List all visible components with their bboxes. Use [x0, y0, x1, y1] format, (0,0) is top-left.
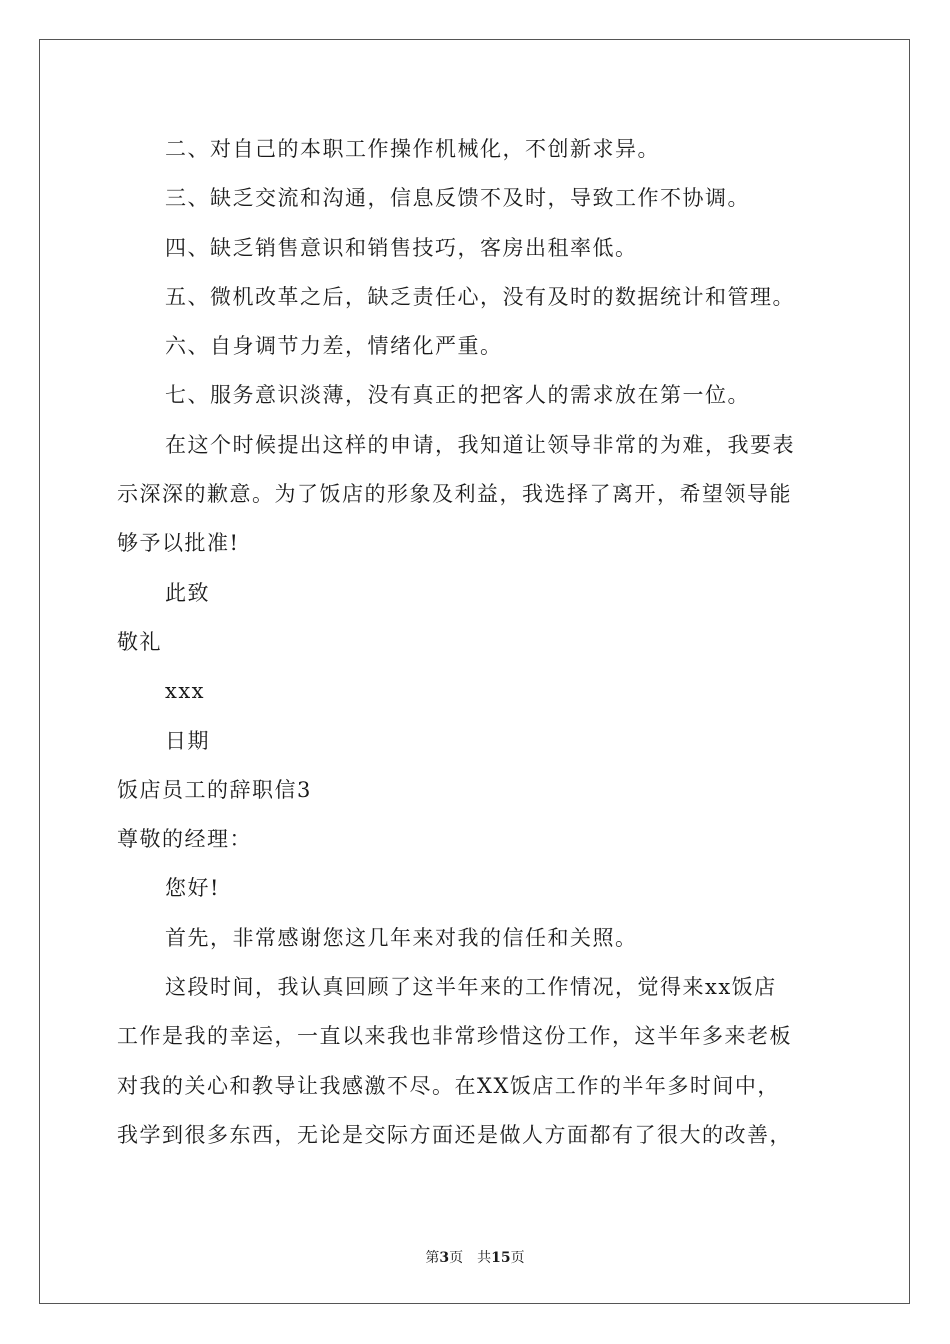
- footer-total-suffix: 页: [510, 1250, 525, 1266]
- text-line: 饭店员工的辞职信3: [117, 777, 312, 802]
- footer-page-total: 15: [491, 1250, 511, 1266]
- text-line: 我学到很多东西，无论是交际方面还是做人方面都有了很大的改善，: [117, 1122, 792, 1147]
- text-line: 示深深的歉意。为了饭店的形象及利益，我选择了离开，希望领导能: [117, 482, 792, 507]
- text-line: xxx: [165, 679, 206, 704]
- text-line: 您好!: [165, 876, 220, 901]
- text-line: 尊敬的经理：: [117, 827, 252, 852]
- text-line: 七、服务意识淡薄，没有真正的把客人的需求放在第一位。: [165, 383, 750, 408]
- text-line: 此致: [165, 580, 210, 605]
- footer-page-suffix: 页: [449, 1250, 464, 1266]
- text-line: 四、缺乏销售意识和销售技巧，客房出租率低。: [165, 235, 638, 260]
- text-line: 三、缺乏交流和沟通，信息反馈不及时，导致工作不协调。: [165, 186, 750, 211]
- document-body: [117, 125, 837, 1160]
- text-line: 这段时间，我认真回顾了这半年来的工作情况，觉得来xx饭店: [165, 975, 777, 1000]
- text-line: 二、对自己的本职工作操作机械化，不创新求异。: [165, 137, 660, 161]
- text-line: 首先，非常感谢您这几年来对我的信任和关照。: [165, 925, 638, 950]
- text-line: 日期: [165, 728, 210, 753]
- text-line: 对我的关心和教导让我感激不尽。在XX饭店工作的半年多时间中，: [117, 1073, 780, 1098]
- text-line: 工作是我的幸运，一直以来我也非常珍惜这份工作，这半年多来老板: [117, 1024, 792, 1049]
- text-line: 五、微机改革之后，缺乏责任心，没有及时的数据统计和管理。: [165, 284, 795, 309]
- footer-page-current: 3: [439, 1250, 450, 1266]
- page-footer: [0, 1247, 950, 1267]
- text-line: 敬礼: [117, 629, 162, 654]
- text-line: 六、自身调节力差，情绪化严重。: [165, 334, 503, 359]
- text-line: 够予以批准!: [117, 531, 240, 556]
- text-line: 在这个时候提出这样的申请，我知道让领导非常的为难，我要表: [165, 432, 795, 457]
- footer-total-prefix: 共: [477, 1250, 492, 1266]
- footer-page-prefix: 第: [425, 1250, 440, 1266]
